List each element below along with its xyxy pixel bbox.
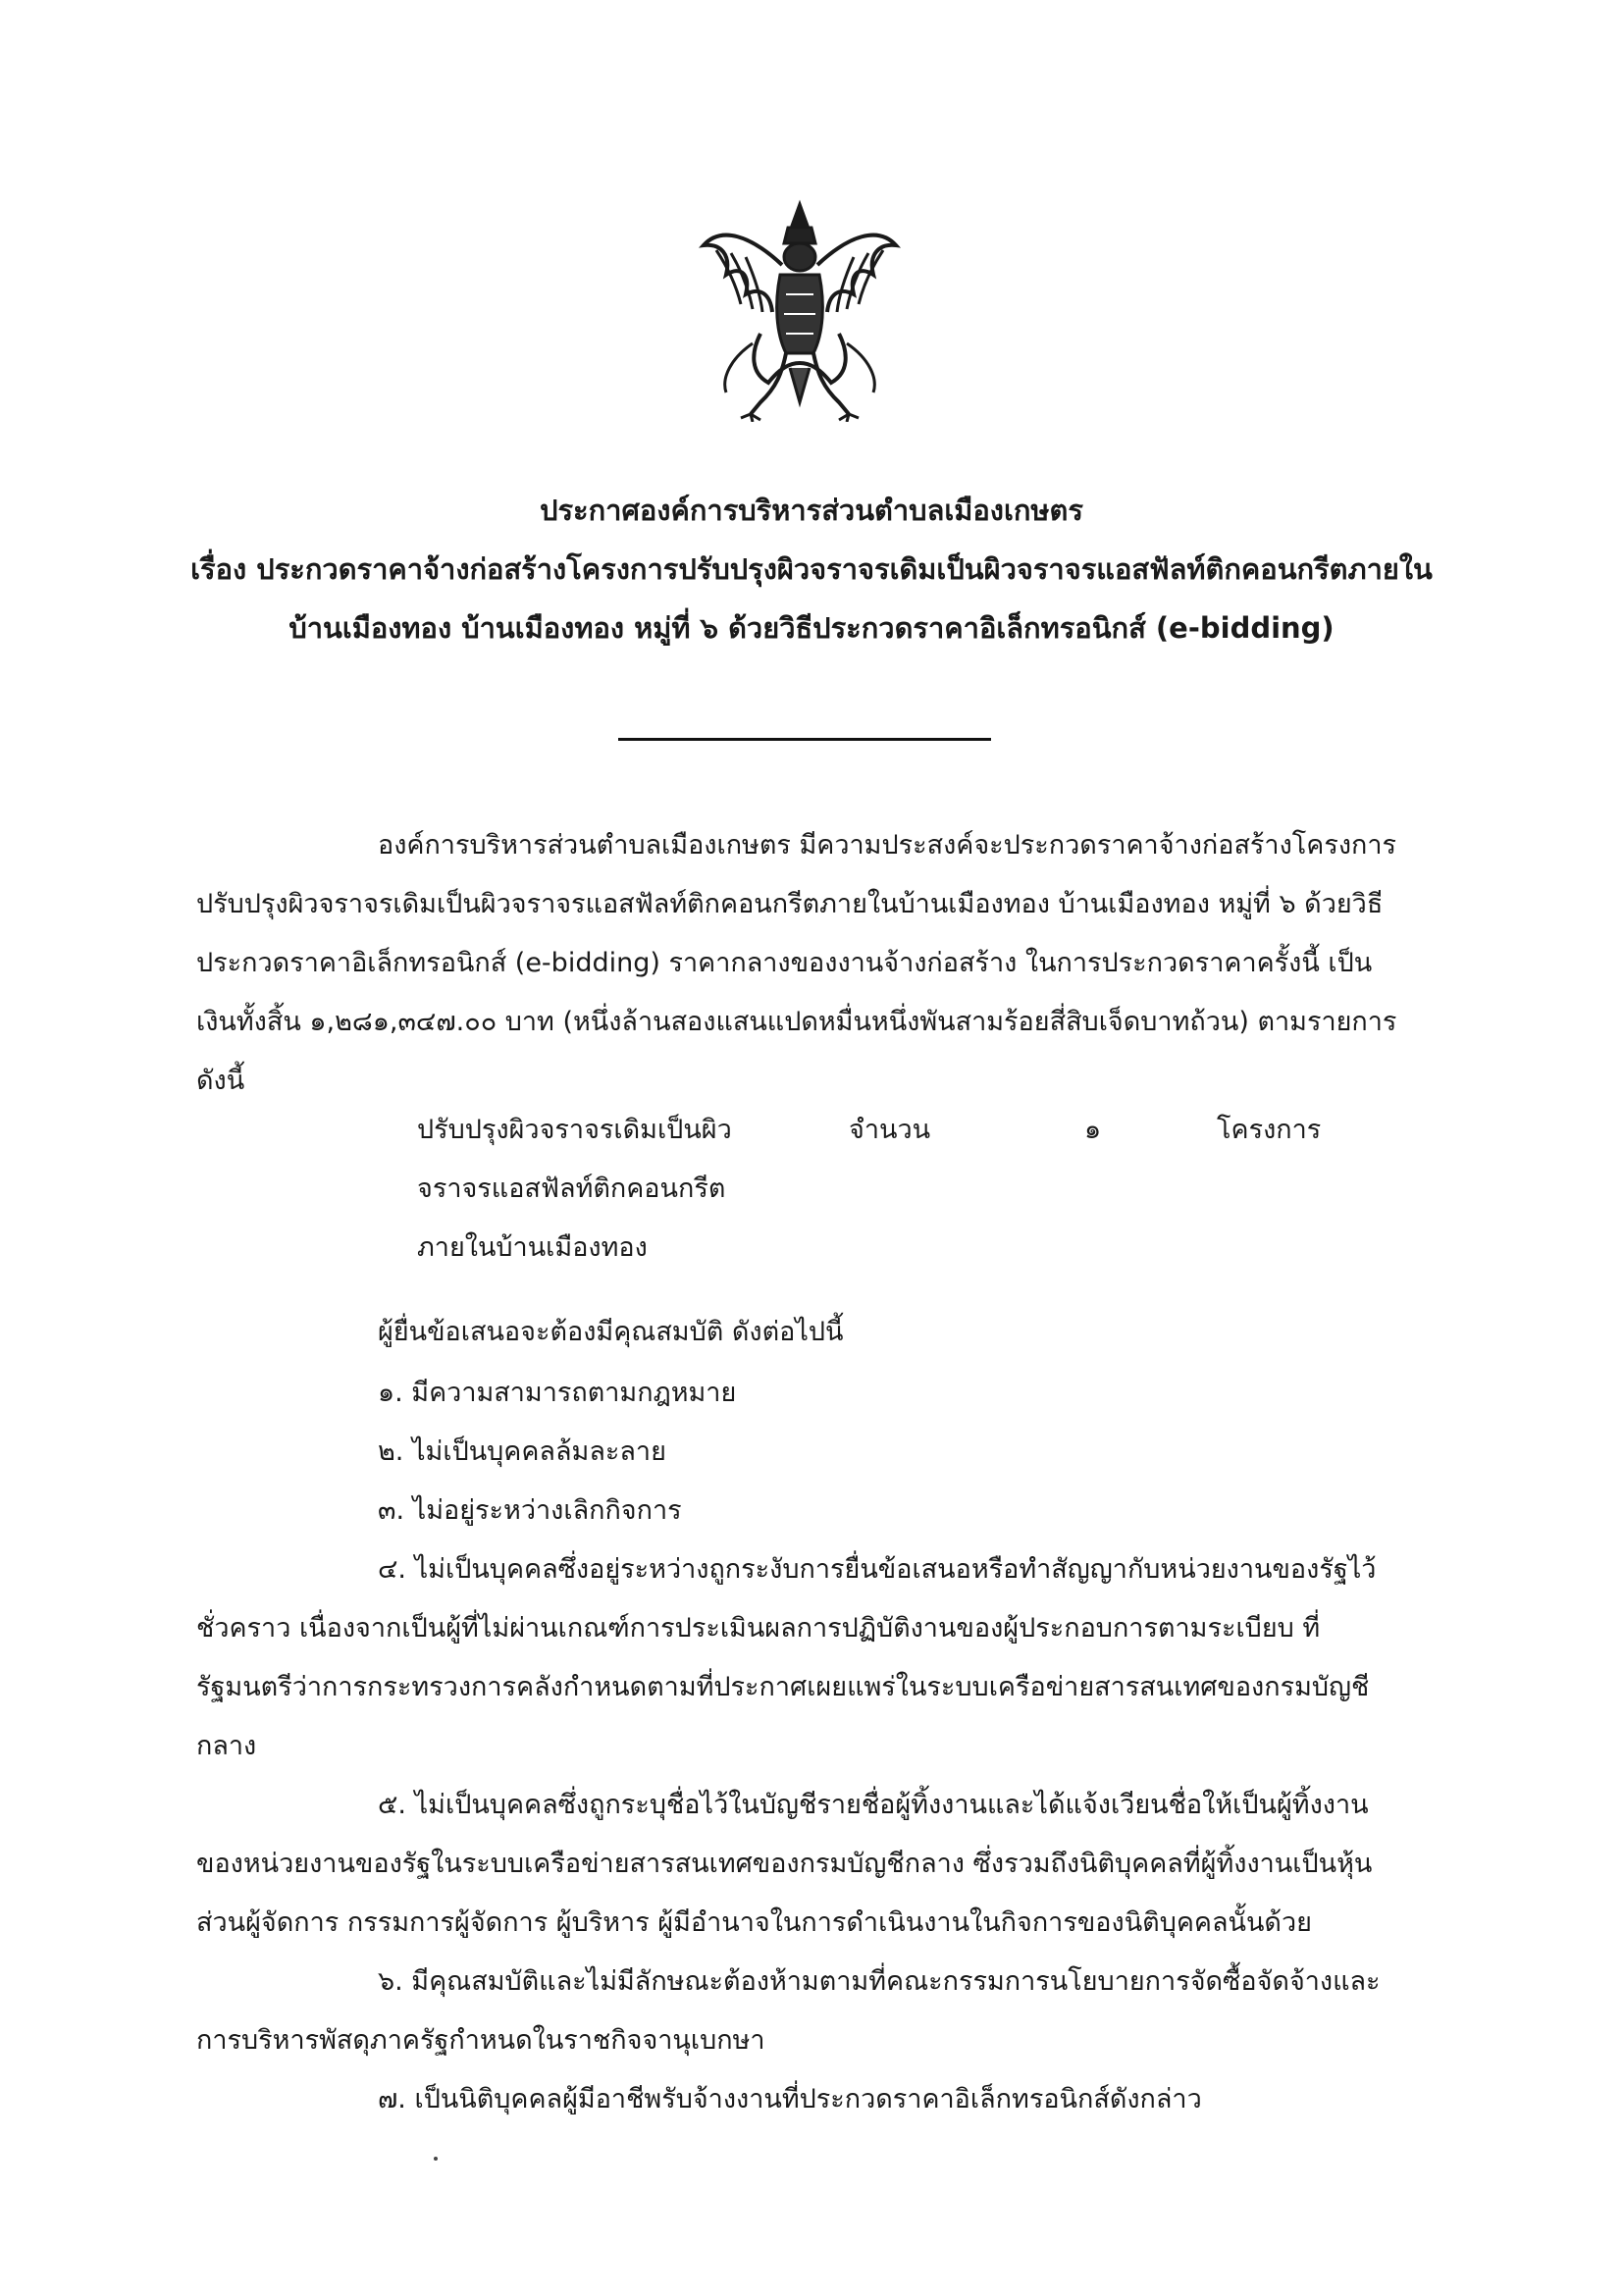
document-header	[147, 481, 1476, 657]
header-subject: เรื่อง ประกวดราคาจ้างก่อสร้างโครงการปรับปรุงผิวจราจรเดิมเป็นผิวจราจรแอสฟัลท์ติกคอนกรีตภายใน	[190, 552, 1433, 586]
item-description: ปรับปรุงผิวจราจรเดิมเป็นผิวจราจรแอสฟัลท์ติกคอนกรีตภายในบ้านเมืองทอง	[417, 1115, 732, 1263]
qualifications-heading: ผู้ยื่นข้อเสนอจะต้องมีคุณสมบัติ ดังต่อไปนี้	[378, 1317, 844, 1347]
item-quantity: ๑	[1084, 1115, 1102, 1145]
qualification-item: ๗. เป็นนิติบุคคลผู้มีอาชีพรับจ้างงานที่ประกวดราคาอิเล็กทรอนิกส์ดังกล่าว	[378, 2084, 1202, 2114]
intro-paragraph: องค์การบริหารส่วนตำบลเมืองเกษตร มีความประสงค์จะประกวดราคาจ้างก่อสร้างโครงการปรับปรุงผิวจราจรเดิมเป็นผิวจราจรแอสฟัลท์ติกคอนกรีตภายในบ้านเมืองทอง บ้านเมืองทอง หมู่ที่ ๖ ด้วยวิธีประกวดราคาอิเล็กทรอนิกส์ (e-bidding) ราคากลางของงานจ้างก่อสร้าง ในการประกวดราคาครั้งนี้ เป็นเงินทั้งสิ้น ๑,๒๘๑,๓๔๗.๐๐ บาท (หนึ่งล้านสองแสนแปดหมื่นหนึ่งพันสามร้อยสี่สิบเจ็ดบาทถ้วน) ตามรายการดังนี้	[196, 830, 1397, 1096]
header-subject-continued: บ้านเมืองทอง บ้านเมืองทอง หมู่ที่ ๖ ด้วยวิธีประกวดราคาอิเล็กทรอนิกส์ (e-bidding)	[288, 611, 1335, 645]
item-unit: โครงการ	[1217, 1115, 1322, 1145]
item-quantity-label: จำนวน	[849, 1115, 931, 1145]
qualification-item: ๓. ไม่อยู่ระหว่างเลิกกิจการ	[378, 1495, 682, 1526]
qualification-item: ๒. ไม่เป็นบุคคลล้มละลาย	[378, 1436, 666, 1467]
header-title: ประกาศองค์การบริหารส่วนตำบลเมืองเกษตร	[540, 494, 1083, 527]
scan-speck	[434, 2157, 438, 2161]
qualification-item: ๕. ไม่เป็นบุคคลซึ่งถูกระบุชื่อไว้ในบัญชีรายชื่อผู้ทิ้งงานและได้แจ้งเวียนชื่อให้เป็นผู้ทิ้งงานของหน่วยงานของรัฐในระบบเครือข่ายสารสนเทศของกรมบัญชีกลาง ซึ่งรวมถึงนิติบุคคลที่ผู้ทิ้งงานเป็นหุ้นส่วนผู้จัดการ กรรมการผู้จัดการ ผู้บริหาร ผู้มีอำนาจในการดำเนินงานในกิจการของนิติบุคคลนั้นด้วย	[196, 1790, 1373, 1938]
qualification-item: ๑. มีความสามารถตามกฎหมาย	[378, 1378, 737, 1408]
header-divider	[618, 738, 991, 741]
garuda-emblem-icon	[692, 196, 908, 422]
qualification-item: ๔. ไม่เป็นบุคคลซึ่งอยู่ระหว่างถูกระงับการยื่นข้อเสนอหรือทำสัญญากับหน่วยงานของรัฐไว้ชั่วคราว เนื่องจากเป็นผู้ที่ไม่ผ่านเกณฑ์การประเมินผลการปฏิบัติงานของผู้ประกอบการตามระเบียบ ที่รัฐมนตรีว่าการกระทรวงการคลังกำหนดตามที่ประกาศเผยแพร่ในระบบเครือข่ายสารสนเทศของกรมบัญชีกลาง	[196, 1554, 1377, 1761]
qualification-item: ๖. มีคุณสมบัติและไม่มีลักษณะต้องห้ามตามที่คณะกรรมการนโยบายการจัดซื้อจัดจ้างและการบริหารพัสดุภาครัฐกำหนดในราชกิจจานุเบกษา	[196, 1966, 1381, 2056]
